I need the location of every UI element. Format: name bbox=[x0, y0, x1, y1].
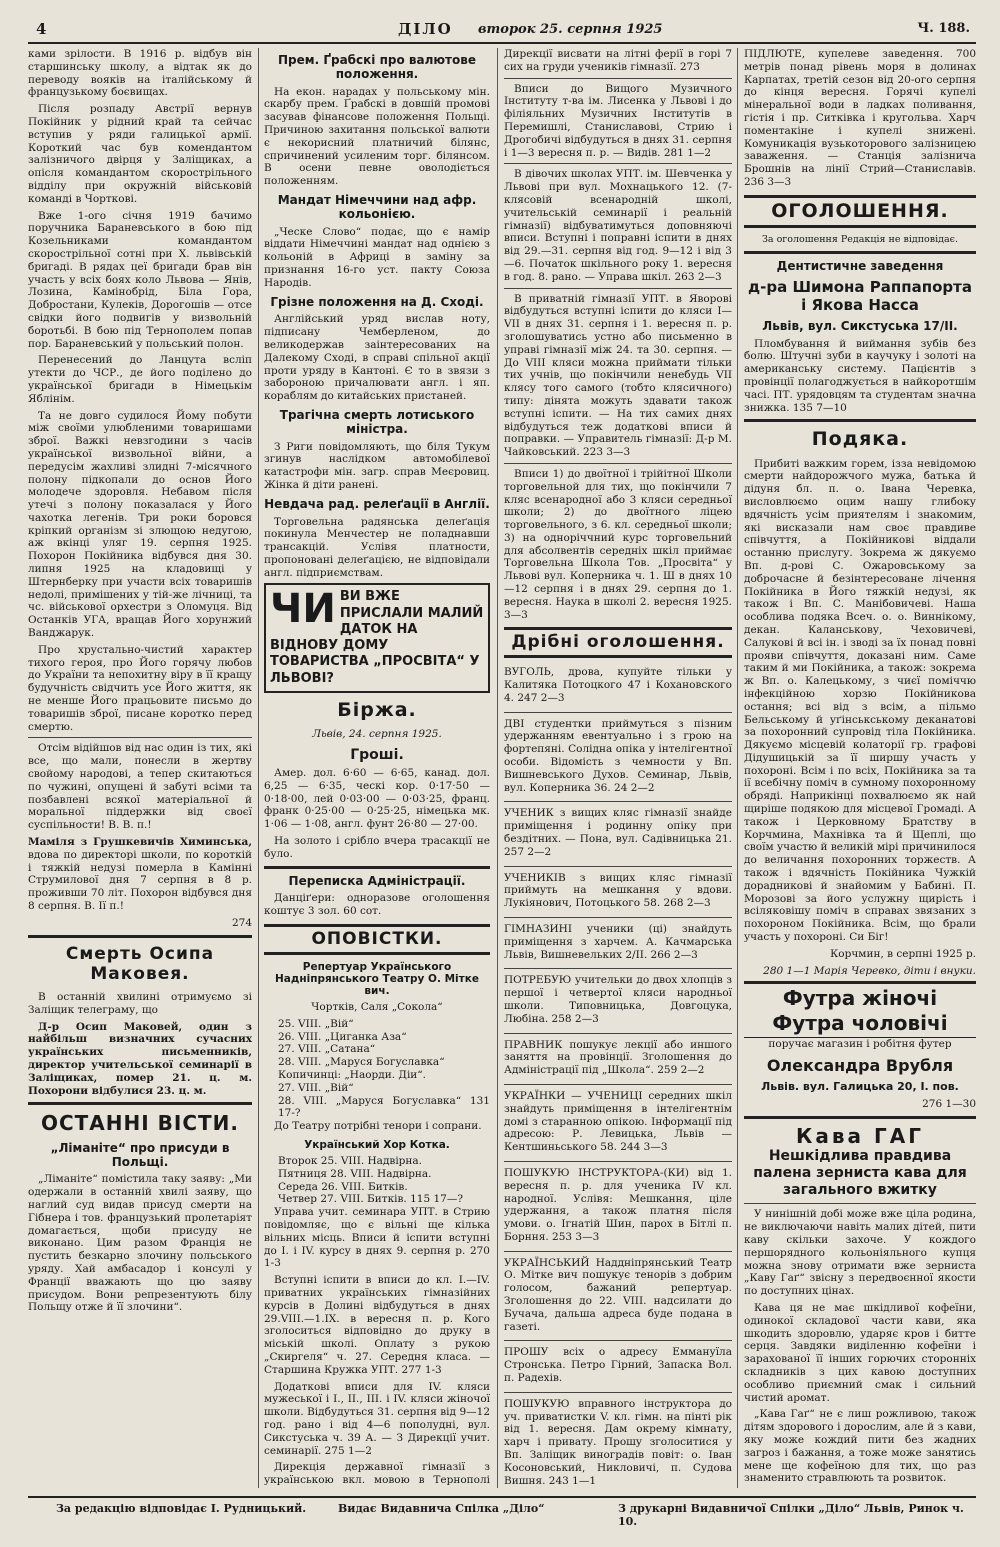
article-paragraph: Вже 1-ого січня 1919 бачимо поручника Бараневського в бою під Козельниками командантом скорострільної сотні при X. львівській бригаді. В рядах цеї бригади брав він участь у всіх боях коло Львова — Янів, Лозина, Камінобрід, Біла Гора, Добростани, Кулеків, Дорогошів — отсе свідки його подвигів у визвольній боротьбі. В бою під Тернополем попав пор. Бараневський у польський полон. bbox=[28, 209, 252, 350]
repertoire-note: До Театру потрібні тенори і сопрани. bbox=[274, 1120, 482, 1133]
classified-ad: ГІМНАЗИНІ ученики (ці) знайдуть приміщення з харчем. А. Качмарська Львів, Вишневельких 2/II. 266 2—3 bbox=[504, 921, 732, 969]
divider bbox=[28, 935, 252, 938]
coffee-paragraph: Кава ця не має шкідливої кофеїни, одинокої складової части кави, яка шкодить здоровлю, ударяє кров і битте серця. Завдяки виділенню кофеїни і зарахованої її інших горючих сторонніх складників з цих кавою доступних особливо приємний смак і сильний чистий аромат. bbox=[744, 1302, 976, 1404]
notice-paragraph: Дирекції висвати на літні ферії в горі 7 сих на груди учеників гімназії. 273 bbox=[504, 48, 732, 73]
divider bbox=[28, 1102, 252, 1105]
column-4 bbox=[744, 48, 976, 1488]
notice-paragraph: Вписи до Вищого Музичного Інституту т-ва ім. Лисенка у Львові і до філіяльних Музичних Інститутів в Перемишлі, Станиславові, Стрию і Дрогобичі відбудуться в днях 31. серпня і 1—3 вересня п. р. — Видів. 281 1—2 bbox=[504, 82, 732, 159]
list-item: 28. VIII. „Маруся Богуславка“ bbox=[278, 1056, 445, 1069]
dentist-text: Пломбування й виймання зубів без болю. Штучні зуби в каучуку і золоті на американську систему. Пацієнтів з провінції полагоджується в найкоротшім часі. ПТ. урядовцям та студентам значна знижка. 135 7—10 bbox=[744, 337, 976, 414]
money-rates: Амер. дол. 6·60 — 6·65, канад. дол. 6,25 — 6·35, ческі кор. 0·17·50 — 0·18·00, лей 0·03·00 — 0·03·25, франц. франк 0·25·00 — 0·25·25, німецька мк. 1·06 — 1·08, англ. фунт 26·80 — 27·00. bbox=[264, 767, 490, 831]
obituary-name: Маміля з Грушкевичів Химинська, bbox=[28, 836, 252, 849]
notice-paragraph: Додаткові вписи для IV. кляси мужеської і І., II., III. і IV. кляси жіночої школи. Відбудуться 31. серпня від 9—12 год. рано і від 4—6 пополудні, вул. Сикстуська ч. 39 А. — З Дирекції учит. семинарії. 275 1—2 bbox=[264, 1380, 490, 1457]
divider bbox=[264, 866, 490, 869]
divider bbox=[744, 251, 976, 254]
news-subheading: „Ліманіте“ про присуди в Польщі. bbox=[50, 1140, 230, 1169]
issue-date: второк 25. серпня 1925 bbox=[478, 22, 663, 37]
coffee-ad-banner bbox=[744, 1124, 976, 1200]
list-item: 27. VIII. „Сатана“ bbox=[278, 1043, 376, 1056]
printer-line: З друкарні Видавничої Спілки „Діло“ Львів, Ринок ч. 10. bbox=[618, 1502, 964, 1528]
coffee-paragraph: „Кава Гаґ“ не є лиш рожливою, також дітям здорового і дорослим, але й з кави, яку може кождий пити без жадних загроз і бажання, а тоже може занятись мене ще кофеїною для тих, що раз знаменито стравлюють та розвиток. bbox=[744, 1408, 976, 1485]
fur-ad-subtitle: поручає магазин і робітня футер bbox=[768, 1038, 952, 1051]
appeal-text: ВИ ВЖЕ ПРИСЛАЛИ МАЛИЙ ДАТОК НА ВІДНОВУ ДОМУ ТОВАРИСТВА „ПРОСВІТА“ У ЛЬВОВІ? bbox=[270, 589, 484, 686]
death-headline: Смерть Осипа Маковея. bbox=[65, 943, 215, 985]
notice-paragraph: В дівочих школах УПТ. ім. Шевченка у Львові при вул. Мохнацького 12. (7-клясовій всенародній школі, учительській семинарії і реальній гімназії) відбуватимуться доповняючі вписи. Вступні і поправні іспити в днях від 29.—31. серпня від год. 9—12 і від 3—6. Початок шкільного року 1. вересня в год. 8. рано. — Управа шкіл. 263 2—3 bbox=[504, 168, 732, 283]
article-paragraph: На екон. нарадах у польському мін. скарбу прем. Ґрабскі в довшій промові засував фінансове положення Польщі. Причиною захитання польської валюти є некорисний платничий білянс, спричинений усиленим торг. білянсом. В осени певне оволодіється положенням. bbox=[264, 85, 490, 188]
article-paragraph: Торговельна радянська делеґація покинула Менчестер не поладнавши трансакцій. Услівя платности, пропоновані делеґацією, не відповідали англ. підприємствам. bbox=[264, 515, 490, 579]
column-1 bbox=[28, 48, 252, 1488]
article-paragraph: Д-р Осип Маковей, один з найбільш визначних сучасних українських письменників, директор учительської семинарії в Заліщиках, помер 21. ц. м. Похорони відбулися 23. ц. м. bbox=[28, 1020, 252, 1097]
column-rule bbox=[737, 48, 738, 1488]
list-item: Копичинці: „Наорди. Діи“. bbox=[278, 1068, 427, 1081]
coffee-brand: Кава ГАГ bbox=[796, 1123, 924, 1148]
article-headline: Мандат Німеччини над афр. кольонією. bbox=[277, 192, 477, 221]
bourse-headline: Біржа. bbox=[337, 698, 417, 721]
notice-paragraph: Вступні іспити в вписи до кл. I.—IV. приватних українських гімназійних курсів в Долині відбудуться в днях 29.VIII.—1.IX. в вересня п. р. Кого зголоситься відповідно до друку в міській школі. Оплату з рукою „Скиргеля“ ч. 27. Середня класа. — Старшина Кружка УПТ. 277 1-3 bbox=[264, 1274, 490, 1376]
bourse-date: Львів, 24. серпня 1925. bbox=[312, 728, 442, 741]
fur-ad-address: Львів. вул. Галицька 20, I. пов. bbox=[761, 1080, 959, 1094]
list-item: Пятниця 28. VIII. Надвірна. bbox=[278, 1167, 432, 1180]
publisher-line: Видає Видавнича Спілка „Діло“ bbox=[338, 1502, 545, 1515]
fur-ad-title: Футра жіночі Футра чоловічі bbox=[744, 981, 976, 1038]
notices-headline: ОПОВІСТКИ. bbox=[264, 924, 490, 955]
classified-ad: ПОШУКУЮ вправного інструктора до уч. приватистки V. кл. гімн. на пінті рік від 1. вересня. Дам окрему кімнату, харч і привату. Прошу зголоситися у Вп. Заліщик виноградів повіт: о. Іван Косоновський, Никловичі, п. Судова Вишня. 243 1—1 bbox=[504, 1396, 732, 1488]
list-item: 28. VIII. „Маруся Богуславка“ 131 17-? bbox=[278, 1094, 490, 1120]
appeal-initial: ЧИ bbox=[270, 586, 336, 633]
classified-ad: УКРАЇНКИ — УЧЕНИЦІ середних шкіл знайдуть приміщення в інтелігентнім домі з старанною опікою. Інформації під адресою: Р. Левицька, Львів — Кентшиньського 58. 244 3—3 bbox=[504, 1088, 732, 1162]
dentist-heading: Дентистичне заведення bbox=[776, 258, 944, 273]
coffee-slogan: Нешкідлива правдива палена зерниста кава для загального вжитку bbox=[753, 1148, 967, 1199]
article-headline: Трагічна смерть лотиського міністра. bbox=[279, 407, 475, 436]
list-item: Середа 26. VIII. Битків. bbox=[278, 1180, 408, 1193]
divider bbox=[504, 163, 732, 164]
divider bbox=[504, 288, 732, 289]
newspaper-page bbox=[28, 18, 976, 1533]
dentist-name: д-ра Шимона Раппапорта і Якова Насса bbox=[748, 278, 972, 314]
obituary-text: вдова по директорі школи, по короткій і тяжкій недузі померла в Камінні Струмилової дня 7 серпня в 8 р. проживши 70 літ. Похорон відбувся дня 8 серпня. В. Ії п.! bbox=[28, 848, 252, 912]
article-paragraph: Отсім відійшов від нас один із тих, які все, що мали, понесли в жертву свойому народові, а тепер скитаються по чужині, опущені й забуті всіми та позбавлені всякої матеріальної й моральної піддержки від своєї суспільности! В. В. п.! bbox=[28, 742, 252, 832]
classified-ad: УЧЕНИКІВ з вищих кляс гімназії приймуть на мешкання у вдови. Лукіянович, Потоцького 58. 268 2—3 bbox=[504, 870, 732, 918]
article-paragraph: Англійський уряд вислав ноту, підписану Чемберленом, до великодержав заінтересованих на Далекому Сході, в справі спільної акції проти уряду в Кантоні. Є то в звязи з забороною причалювати англ. і яп. кораблям до китайських пристаней. bbox=[264, 313, 490, 403]
running-header bbox=[28, 18, 976, 44]
thanks-place: Корчмин, в серпні 1925 р. bbox=[830, 947, 976, 960]
classified-ad: ПРАВНИК пошукує лекції або иншого заняття на провінції. Зголошення до Адміністрації під „Школа“. 259 2—2 bbox=[504, 1037, 732, 1085]
list-item: Четвер 27. VIII. Битків. 115 17—? bbox=[278, 1193, 463, 1206]
divider bbox=[744, 1203, 976, 1204]
list-item: 25. VIII. „Вій“ bbox=[278, 1017, 354, 1030]
repertoire-heading: Репертуар Українського Надніпрянського Театру О. Мітке вич. bbox=[275, 960, 479, 997]
money-heading: Гроші. bbox=[350, 746, 404, 763]
classified-ad: ВУГОЛЬ, дрова, купуйте тільки у Калитяка Потоцкого 47 і Кохановского 4. 247 2—3 bbox=[504, 664, 732, 712]
money-note: На золото і срібло вчера трасакції не було. bbox=[264, 835, 490, 860]
dentist-address: Львів, вул. Сикстуська 17/II. bbox=[762, 318, 958, 333]
article-paragraph: ками зрілости. В 1916 р. відбув він старшинську школу, а відтак як до переводу вояків на італійському й французькому боєвищах. bbox=[28, 48, 252, 99]
latest-news-headline: ОСТАННІ ВІСТИ. bbox=[40, 1111, 240, 1136]
announcements-disclaimer: За оголошення Редакція не відповідає. bbox=[761, 233, 959, 245]
imprint-footer bbox=[28, 1496, 976, 1528]
issue-number: Ч. 188. bbox=[917, 21, 970, 36]
obituary-code: 274 bbox=[231, 916, 252, 929]
column-rule bbox=[258, 48, 259, 1488]
classified-ad: ДВІ студентки приймуться з пізним удержанням евентуально і з грою на фортепяні. Солідна опіка у інтелігентної особи. Відомість з чемности у Вп. Вишневського Духов. Семинар, Львів, вул. Коперника 36. 24 2—2 bbox=[504, 716, 732, 803]
classified-ad: ПОТРЕБУЮ учительки до двох хлопців з першої і четвертої кляси народньої школи. Типовницька, Довгоцука, Любіна. 258 2—3 bbox=[504, 972, 732, 1033]
column-2 bbox=[264, 48, 490, 1488]
article-paragraph: Перенесений до Ланцута всліп утекти до ЧСР., де його поділено до української бригади в Німецькім Яблінім. bbox=[28, 354, 252, 405]
column-rule bbox=[497, 48, 498, 1488]
spa-ad: ПІДЛЮТЕ, купелеве заведення. 700 метрів понад рівень моря в долинах Карпатах, третій сезон від 20-ого серпня до кінця вересня. Горячі купелі мінеральної води в ладках поливання, гістія і пр. Ситківка і кругольва. Харч поментакіне і купелі знижені. Комуникація вузькоторового залізницею заваження. — Станція залізнича Брошнів на лінії Стрий—Станиславів. 236 3—3 bbox=[744, 48, 976, 188]
classified-ad: УЧЕНИК з вищих кляс гімназії знайде приміщення і родинну опіку при бездітних. — Пона, вул. Садівницька 21. 257 2—2 bbox=[504, 805, 732, 866]
article-paragraph: Та не довго судилося Йому побути між своїми улюбленими товаришами зброї. Важкі невзгодини з часів української визвольної війни, а передусім жахливі злидні 7-місячного полону підкопали до основ Його молодече здоровля. Небавом після утечі з полону показалася у Його чахотка легенів. Три роки боровся кріпкий організм зі злющою недугою, аж вкінці уляг 19. серпня 1925. Похорон Покійника відбувся дня 30. липня 1925 на кладовищі у Штернберку при участи всіх товаришів недолі, примішених у тій-же лічниці, та чс. військової орхестри з Оломуця. Від Останків УГА, вращав Його хорунжий Ванджарук. bbox=[28, 409, 252, 640]
fur-ad-code: 276 1—30 bbox=[922, 1098, 976, 1111]
divider bbox=[744, 419, 976, 422]
article-paragraph: З Риги повідомляють, що біля Тукум згинув наслідком автомобілевої катастрофи мін. загр. справ Меєровиц. Жінка й діти ранені. bbox=[264, 440, 490, 491]
notice-paragraph: Дирекція державної гімназії з українською вкл. мовою в Тернополі bbox=[264, 1461, 490, 1487]
classified-ad: УКРАЇНСЬКИЙ Наддніпрянський Театр О. Мітке вич пошукує тенорів з добрим голосом, бажаний репертуар. Зголошення до 22. VIII. надсилати до Бучача, дальша адреса буде подана в газеті. bbox=[504, 1255, 732, 1342]
article-headline: Грізне положення на Д. Сході. bbox=[270, 294, 484, 309]
repertoire-place: Чортків, Саля „Сокола“ bbox=[311, 1000, 443, 1013]
divider bbox=[744, 1116, 976, 1119]
article-paragraph: „Ліманіте“ помістила таку заяву: „Ми одержали в останній хвилі заяву, що наглий суд видав присуд смерти на Гібнера і тов. французький пролетаріят домагається, щоби присуду не виконано. Цим разом Франція не пустить безкарно злочину польського уряду. Хай амбасадор і консулі у Франції вважають що цю заяву присудом. Вони репрезентують білу Польщу отже й її злочини“. bbox=[28, 1173, 252, 1314]
thanks-signature: 280 1—1 Марія Черевко, діти і внуки. bbox=[763, 964, 976, 977]
notice-paragraph: Управа учит. семинара УПТ. в Стрию повідомляє, що є вільні ще кілька вільних місць. Вписи й іспити вступні до І. і IV. курсу в днях 9. серпня р. 270 1-3 bbox=[264, 1206, 490, 1270]
article-paragraph: „Ческе Слово“ подає, що є намір віддати Німеччині мандат над однією з кольоній в Африці в заміну за признання 16-го уст. пакту Союза Народів. bbox=[264, 225, 490, 289]
repertoire-list bbox=[264, 1018, 490, 1120]
classified-ad: ПРОШУ всіх о адресу Еммануїла Стронська. Петро Гірний, Запаска Вол. п. Радехів. bbox=[504, 1344, 732, 1392]
list-item: Второк 25. VIII. Надвірна. bbox=[278, 1154, 422, 1167]
coffee-paragraph: У нинішній добі може вже ціла родина, не виключаючи навіть малих дітей, пити каву скільки захоче. У кождого першорядного кольоніяльного купця можна знову отримати вже зерниста „Каву Гаґ“ звісну з передвоєнної якости по доступних цінах. bbox=[744, 1208, 976, 1298]
column-3 bbox=[504, 48, 732, 1488]
article-paragraph: Про хрустально-чистий характер тихого героя, про Його горячу любов до України та непохитну віру в її кращу будучність свідчить усе Його життя, як не менше Його працьовите письмо до товаришів зброї, писане коротко перед смертю. bbox=[28, 643, 252, 733]
announcements-headline: ОГОЛОШЕННЯ. bbox=[744, 195, 976, 228]
page-number: 4 bbox=[36, 20, 47, 38]
fur-ad-name: Олександра Врубля bbox=[766, 1056, 954, 1076]
notice-paragraph: Вписи 1) до двоїтної і трійітної Школи торговельной для тих, що покінчили 7 кляс всенародної або 3 кляси середньої школи; 2) до двоїтного ліцею торговельного, з 6. кл. середньої школи; 3) на одноріччний курс торговельний для абсолвентів середніх шкіл приймає Торговельна Школа Тов. „Просвіта“ у Львові вул. Коперника ч. 1. Ш в днях 10—12 серпня і в днях 29. серпня до 1. вересня. Наука в школі 2. вересня 1925. 3—3 bbox=[504, 467, 732, 621]
prosvita-appeal-box bbox=[264, 583, 490, 693]
divider bbox=[504, 78, 732, 79]
article-headline: Невдача рад. релеґації в Англії. bbox=[264, 496, 490, 511]
article-paragraph: В останній хвилині отримуємо зі Заліщик телеграму, що bbox=[28, 991, 252, 1016]
divider bbox=[504, 463, 732, 464]
choir-list bbox=[264, 1155, 490, 1206]
thanks-headline: Подяка. bbox=[811, 428, 909, 451]
notice-paragraph: В приватній гімназії УПТ. в Яворові відбудуться вступні іспити до кляси I—VII в днях 31. серпня і 1. вересня п. р. зголошуватись устно або письменно в управі гімназії між 24. та 30. серпня. — До VIII кляси можна приймати тільки тих учнів, що покінчили ненебудь VII клясу того самого (тобто клясичного) типу: дінята можуть здавати також вступні іспити. — На тих самих днях відбудуться теж додаткові вписи й поправки. — Управитель гімназії: Д-р М. Чайковський. 223 3—3 bbox=[504, 292, 732, 459]
small-ads-headline: Дрібні оголошення. bbox=[504, 627, 732, 658]
list-item: 26. VIII. „Циганка Аза“ bbox=[278, 1030, 407, 1043]
article-paragraph: Після розпаду Австрії вернув Покійник у рідний край та сейчас вступив у ряди галицької армії. Короткий час був комендантом залізничого двірця у Заліщиках, а опісля командантом скорострільного відділу при окружній військовій команді в Чорткові. bbox=[28, 103, 252, 205]
list-item: 27. VIII. „Вій“ bbox=[278, 1081, 354, 1094]
choir-heading: Український Хор Котка. bbox=[304, 1138, 450, 1151]
administration-heading: Переписка Адміністрації. bbox=[288, 873, 466, 888]
classified-ad: ПОШУКУЮ ІНСТРУКТОРА-(КИ) від 1. вересня п. р. для ученика IV кл. народної. Услівя: Мешкання, ціле удержання, а також платня після умови. о. Ігнатій Шин, парох в Бітлі п. Борння. 253 3—3 bbox=[504, 1165, 732, 1252]
article-headline: Прем. Ґрабскі про валютове положення. bbox=[278, 53, 476, 81]
masthead: ДІЛО bbox=[398, 20, 453, 38]
thanks-text: Прибиті важким горем, ізза невідомою смерти найдорожчого мужа, батька й дідуня бл. п. о. Івана Черевка, висловлюємо оцим нашу глибоку вдячність усім приятелям і знакомим, які висказали нам своє правдиве співчуття, а Покійникові віддали останню прислугу. Зокрема ж дякуємо Вп. д-рові С. Ожаровському за доброчасне й безінтересоване лічення Покійника в Його тяжкій недузі, як також і Вп. С. Манібовичеві. Наша особлива подяка Всеч. о. о. Виннікому, декан. Каланськову, Чеховичеві, Салукові й всі ін. і зводі за їх понад повні прояви співчуття, доказані ним. Саме таким й ми Покійника, а також: зокрема ж Вп. о. Калецькому, з чиєї поміччю інфекційною хорзю Покійникова остання; всі від з всім, а пільмо Бельському й уґінськському деканатові за похоронний супровід тіла Покійника. Дякуємо місцевій колаторії гр. графові Дідушицькій за її ширшу участь у похороні. Всім і по всіх, Покійника за та ії всебічну поміч в сумному похоронному обряді. Наприкінці похвалюємо як най щиріше подякою для місцевої Громаді. А також і Церковному Братству в Корчмина, Махнівка та й Щеплі, що своїм участю й великій мірі причинилося до величання похоронних торжеств. А також і вдячність Покійника Чужкій дорадникові й знайомим у Бабині. П. Морозові за його услужну щирість і всіляковішу поміч в справах звязаних з похороном Покійника. Всім, що брали участь у похороні. Си Біг! bbox=[744, 457, 976, 944]
administration-text: Данціґери: одноразове оголошення коштує 3 зол. 60 сот. bbox=[264, 892, 490, 918]
divider bbox=[28, 737, 252, 738]
editor-line: За редакцію відповідає І. Рудницький. bbox=[56, 1502, 307, 1515]
